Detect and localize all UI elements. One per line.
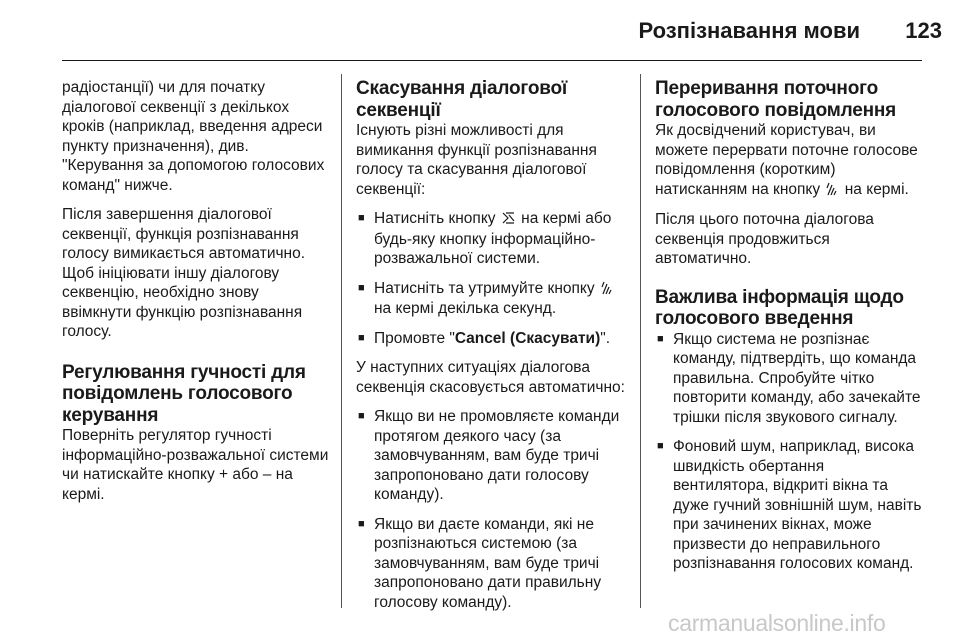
heading-cancel: Скасування діалогової секвенції	[356, 78, 568, 121]
list-item: ■ Якщо ви не промовляєте команди протягом деякого часу (за замовчуванням, вам буде тричі запропоновано дати голосову команду).	[358, 408, 620, 503]
bullet-icon: ■	[657, 332, 664, 345]
cancel-command: Cancel (Скасувати)	[454, 329, 601, 347]
col1-paragraph-2: Після завершення діалогової секвенції, функція розпізнавання голосу вимикається автоматично. Щоб ініціювати іншу діалогову секвенцію, необхідно знову ввімкнути функцію розпізнавання голосу.	[62, 206, 306, 340]
list-item: ■ Натисніть кнопку на кермі або будь-яку кнопку інформаційно-розважальної системи.	[358, 210, 612, 267]
bullet-icon: ■	[657, 440, 664, 452]
list-item: ■ Натисніть та утримуйте кнопку на кермі декілька секунд.	[356, 279, 632, 319]
header-divider	[62, 60, 922, 61]
col2-paragraph-2: У наступних ситуаціях діалогова секвенція скасовується автоматично:	[356, 359, 625, 396]
watermark: carmanualsonline.info	[668, 610, 886, 636]
mute-button-icon	[500, 212, 517, 227]
voice-button-icon	[599, 282, 615, 297]
column-3	[655, 78, 923, 584]
list-item: ■ Фоновий шум, наприклад, висока швидкість обертання вентилятора, відкриті вікна та дуже гучний зовнішній шум, навіть при зачинених вікнах, може призвести до неправильного розпізнавання голосових команд.	[657, 438, 922, 572]
col2-paragraph-1: Існують різні можливості для вимикання функції розпізнавання голосу та скасування діалогової секвенції:	[356, 122, 597, 198]
bullet-icon: ■	[358, 331, 365, 344]
bullet-icon: ■	[358, 281, 365, 294]
heading-interrupt: Переривання поточного голосового повідомлення	[655, 78, 897, 121]
heading-volume: Регулювання гучності для повідомлень голосового керування	[62, 361, 306, 426]
column-1	[62, 78, 332, 514]
bullet-icon: ■	[358, 212, 365, 224]
cancel-list	[356, 209, 632, 348]
page-number: 123	[905, 18, 942, 43]
voice-button-icon	[824, 183, 840, 198]
list-item: ■ Промовте "Cancel (Скасувати)".	[358, 329, 611, 347]
bullet-icon: ■	[358, 517, 365, 530]
col3-paragraph-2: Після цього поточна діалогова секвенція продовжиться автоматично.	[655, 211, 874, 267]
bullet-icon: ■	[358, 410, 365, 422]
column-2	[356, 78, 632, 622]
column-divider-2	[640, 74, 641, 608]
list-item: ■ Якщо система не розпізнає команду, підтвердіть, що команда правильна. Спробуйте чітко повторити команду, або зачекайте трішки після звукового сигналу.	[657, 330, 921, 426]
auto-cancel-list	[356, 407, 632, 612]
important-list	[655, 330, 923, 574]
heading-important: Важлива інформація щодо голосового введення	[655, 286, 904, 329]
page-header-title: Розпізнавання мови	[638, 18, 860, 43]
list-item: ■ Якщо ви даєте команди, які не розпізнаються системою (за замовчуванням, вам буде тричі запропоновано дати правильну голосову команду).	[358, 515, 602, 611]
col1-paragraph-3: Поверніть регулятор гучності інформаційно-розважальної системи чи натискайте кнопку + або – на кермі.	[62, 427, 329, 503]
column-divider-1	[341, 74, 342, 608]
col3-paragraph-1: Як досвідчений користувач, ви можете перервати поточне голосове повідомлення (коротким) натисканням на кнопку на кермі.	[655, 122, 918, 198]
col1-paragraph-1: радіостанції) чи для початку діалогової секвенції з декількох кроків (наприклад, введення адреси пункту призначення), див. "Керування за допомогою голосових команд" нижче.	[62, 79, 325, 194]
